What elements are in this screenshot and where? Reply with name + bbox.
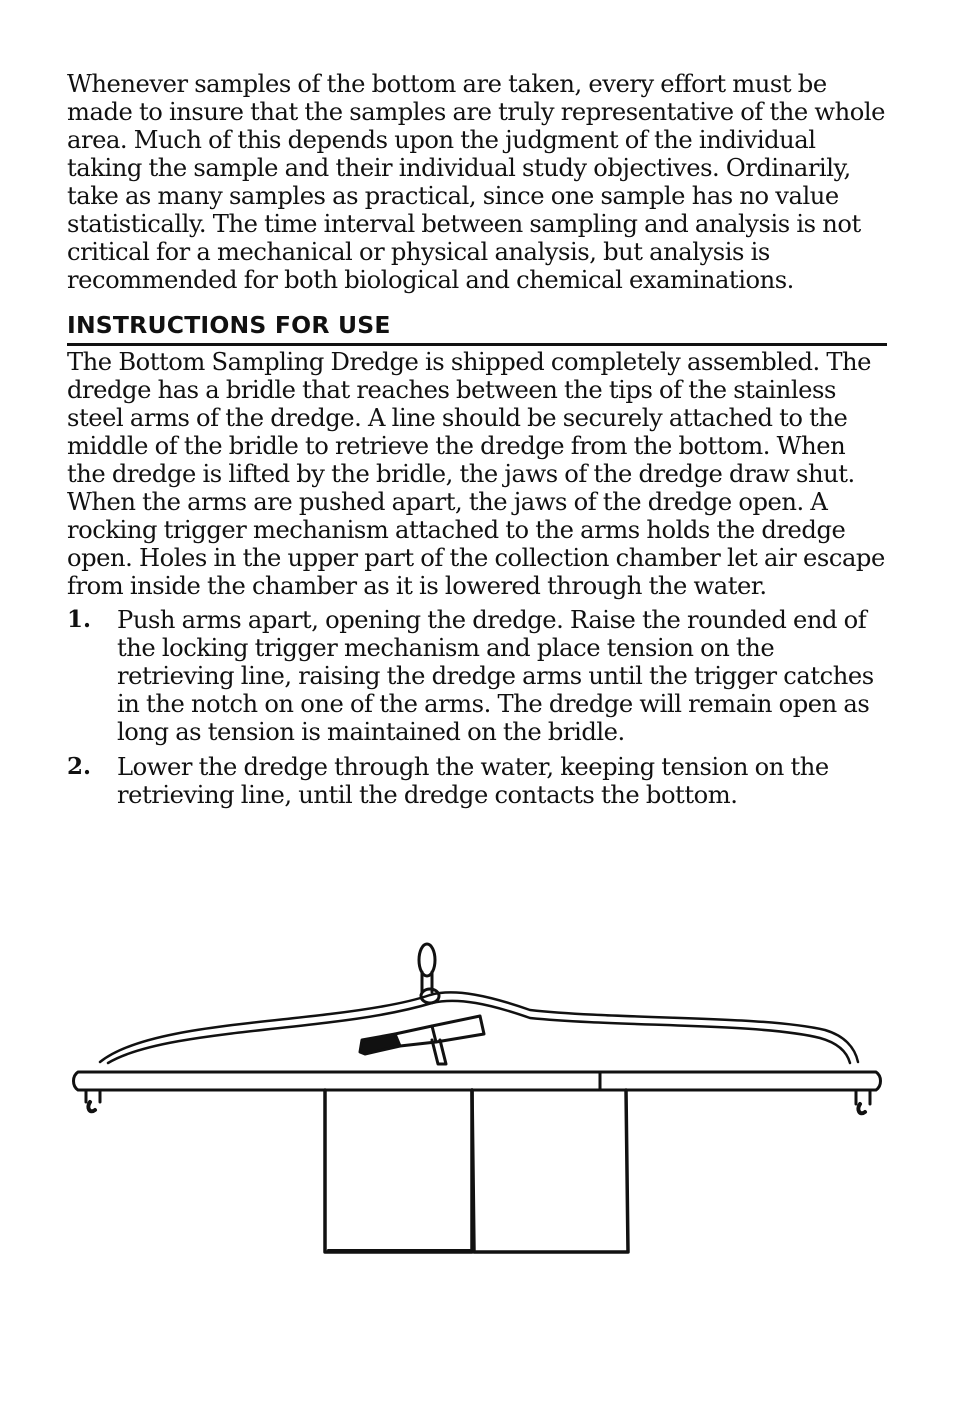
collection-chamber — [325, 1090, 628, 1252]
step-text: Lower the dredge through the water, keeping tension on the retrieving line, until the dredge contacts the bottom. — [117, 753, 829, 809]
section-heading: INSTRUCTIONS FOR USE — [67, 310, 887, 346]
intro-paragraph: Whenever samples of the bottom are taken, every effort must be made to insure that the samples are truly representative of the whole area. Much of this depends upon the judgment of the individual taking the sample and their individual study objectives. Ordinarily, take as many samples as practical, since one sample has no value statistically. The time interval between sampling and analysis is not critical for a mechanical or physical analysis, but analysis is recommended for both biological and chemical examinations. — [67, 70, 885, 294]
description-paragraph: The Bottom Sampling Dredge is shipped completely assembled. The dredge has a bridle that reaches between the tips of the stainless steel arms of the dredge. A line should be securely attached to the middle of the bridle to retrieve the dredge from the bottom. When the dredge is lifted by the bridle, the jaws of the dredge draw shut. When the arms are pushed apart, the jaws of the dredge open. A rocking trigger mechanism attached to the arms holds the dredge open. Holes in the upper part of the collection chamber let air escape from inside the chamber as it is lowered through the water. — [67, 348, 885, 600]
step-item — [67, 753, 887, 809]
step-text: Push arms apart, opening the dredge. Raise the rounded end of the locking trigger mechanism and place tension on the retrieving line, raising the dredge arms until the trigger catches in the notch on one of the arms. The dredge will remain open as long as tension is maintained on the bridle. — [117, 606, 874, 746]
dredge-drawing — [60, 930, 900, 1270]
document-page — [67, 70, 887, 816]
bridle-line — [100, 992, 858, 1063]
step-item — [67, 606, 887, 746]
dredge-illustration — [60, 930, 900, 1270]
step-number: 1. — [67, 606, 92, 633]
step-number: 2. — [67, 753, 92, 780]
dredge-arms — [74, 1072, 881, 1113]
trigger-mechanism — [360, 1016, 484, 1064]
instruction-steps — [67, 606, 887, 809]
